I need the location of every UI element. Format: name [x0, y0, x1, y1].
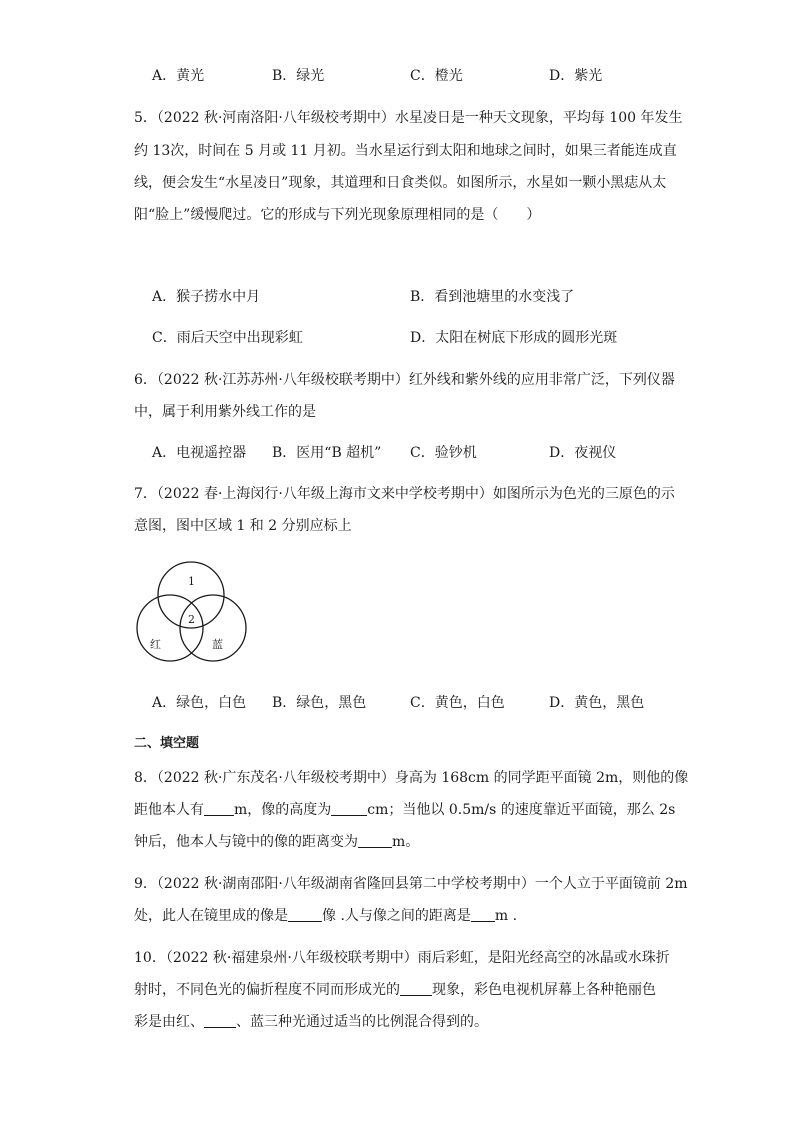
q8-blank-3[interactable]	[358, 833, 392, 848]
q10-text-2a: 射时，不同色光的偏折程度不同而形成光的	[134, 982, 400, 998]
q8-text-line-3	[134, 832, 419, 852]
venn-label-red: 红	[150, 638, 161, 651]
q4-option-a[interactable]: A．黄光	[152, 68, 205, 84]
q7-option-b[interactable]: B．绿色，黑色	[272, 695, 367, 711]
q9-blank-1[interactable]	[288, 907, 322, 922]
q7-text-line-2: 意图，图中区域 1 和 2 分别应标上	[134, 518, 352, 534]
q6-option-d[interactable]: D．夜视仪	[549, 445, 617, 461]
q10-text-line-1: 10．（2022 秋·福建泉州·八年级校联考期中）雨后彩虹，是阳光经高空的冰晶或水珠折	[134, 950, 670, 966]
q9-text-2b: 像 .人与像之间的距离是	[322, 908, 471, 924]
q5-text-line-2: 约 13次，时间在 5 月或 11 月初。当水星运行到太阳和地球之间时，如果三者能连成直	[134, 143, 677, 159]
q10-text-line-2	[134, 980, 656, 1000]
q8-text-2b: m，像的高度为	[234, 802, 332, 818]
color-venn-diagram	[130, 560, 250, 668]
q10-text-3a: 彩是由红、	[134, 1014, 204, 1030]
q5-option-b[interactable]: B．看到池塘里的水变浅了	[410, 289, 575, 305]
venn-label-1: 1	[188, 575, 195, 588]
q5-option-a[interactable]: A．猴子捞水中月	[152, 289, 261, 305]
q6-text-line-2: 中，属于利用紫外线工作的是	[134, 404, 316, 420]
section-fill-in-title: 二、填空题	[134, 736, 200, 751]
q4-option-d[interactable]: D．紫光	[549, 68, 603, 84]
q10-text-line-3	[134, 1012, 488, 1032]
q10-blank-2[interactable]	[204, 1013, 236, 1028]
q9-text-2a: 处，此人在镜里成的像是	[134, 908, 288, 924]
q5-text-line-3: 线，便会发生“水星凌日”现象，其道理和日食类似。如图所示，水星如一颗小黑痣从太	[134, 175, 667, 191]
q9-text-line-2	[134, 906, 517, 926]
q10-text-3b: 、蓝三种光通过适当的比例混合得到的。	[236, 1014, 488, 1030]
q10-text-2b: 现象，彩色电视机屏幕上各种艳丽色	[432, 982, 656, 998]
q8-blank-2[interactable]	[331, 801, 367, 816]
q7-option-a[interactable]: A．绿色，白色	[152, 695, 247, 711]
venn-label-blue: 蓝	[212, 638, 223, 651]
q5-option-d[interactable]: D．太阳在树底下形成的圆形光斑	[410, 330, 618, 346]
q8-blank-1[interactable]	[204, 801, 234, 816]
venn-label-2: 2	[188, 613, 195, 626]
q10-blank-1[interactable]	[400, 981, 432, 996]
q9-text-line-1: 9．（2022 秋·湖南邵阳·八年级湖南省隆回县第二中学校考期中）一个人立于平面镜前 2m	[134, 876, 688, 892]
q9-text-2c: m .	[494, 908, 518, 924]
q8-text-3a: 钟后，他本人与镜中的像的距离变为	[134, 834, 358, 850]
q8-text-3b: m。	[392, 834, 420, 850]
q8-text-2c: cm；当他以 0.5m/s 的速度靠近平面镜，那么 2s	[367, 802, 676, 818]
q5-option-c[interactable]: C．雨后天空中出现彩虹	[152, 330, 303, 346]
q7-option-d[interactable]: D．黄色，黑色	[549, 695, 645, 711]
q4-option-b[interactable]: B．绿光	[272, 68, 325, 84]
q7-text-line-1: 7．（2022 春·上海闵行·八年级上海市文来中学校考期中）如图所示为色光的三原色的示	[134, 486, 675, 502]
q5-text-line-4: 阳“脸上”缓慢爬过。它的形成与下列光现象原理相同的是（ ）	[134, 207, 541, 223]
q8-text-line-2	[134, 800, 675, 820]
q9-blank-2[interactable]	[471, 907, 495, 922]
q8-text-2a: 距他本人有	[134, 802, 204, 818]
q7-option-c[interactable]: C．黄色，白色	[410, 695, 505, 711]
q5-text-line-1: 5．（2022 秋·河南洛阳·八年级校考期中）水星凌日是一种天文现象，平均每 100 年发生	[134, 110, 683, 126]
q6-text-line-1: 6．（2022 秋·江苏苏州·八年级校联考期中）红外线和紫外线的应用非常广泛，下列仪器	[134, 372, 675, 388]
q6-option-a[interactable]: A．电视遥控器	[152, 445, 247, 461]
q8-text-line-1: 8．（2022 秋·广东茂名·八年级校考期中）身高为 168cm 的同学距平面镜 2m，则他的像	[134, 770, 689, 786]
q4-option-c[interactable]: C．橙光	[410, 68, 463, 84]
q6-option-b[interactable]: B．医用“B 超机”	[272, 445, 382, 461]
q6-option-c[interactable]: C．验钞机	[410, 445, 477, 461]
